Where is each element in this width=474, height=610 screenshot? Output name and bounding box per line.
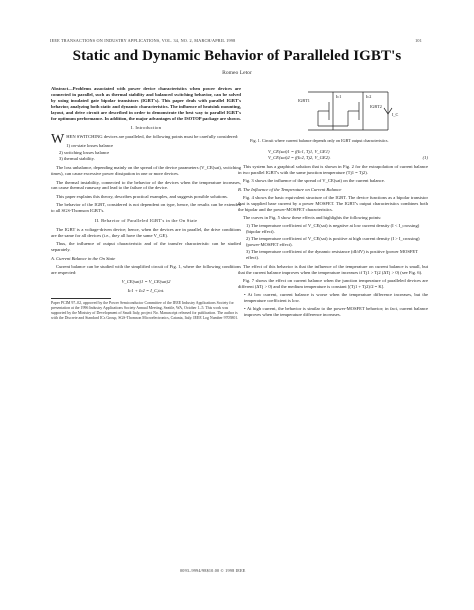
figure-label-ic: I_C bbox=[392, 112, 399, 117]
subsection-heading-a: A. Current Balance in the On State bbox=[51, 255, 116, 261]
list-item: 3) The temperature coefficient of the dynamic resistance (dI/dV) is positive (power MOSFET effect). bbox=[246, 249, 418, 260]
figure-label-ic2: Ic2 bbox=[366, 94, 372, 99]
temperature-list bbox=[238, 223, 428, 260]
section2-paragraph-3: Current balance can be studied with the simplified circuit of Fig. 1, where the following conditions are respected: bbox=[51, 263, 241, 275]
right-paragraph-4: The curves in Fig. 5 show these effects and highlights the following points: bbox=[243, 215, 382, 221]
circuit-figure bbox=[288, 86, 408, 136]
circuit-diagram bbox=[288, 86, 408, 136]
drop-cap: W bbox=[51, 132, 65, 148]
figure-label-ic1: Ic1 bbox=[336, 94, 342, 99]
figure-label-igbt2: IGBT2 bbox=[370, 104, 382, 109]
right-column bbox=[238, 86, 428, 320]
equation-b-row bbox=[238, 155, 428, 161]
copyright-line: 0093–9994/98$10.00 © 1998 IEEE bbox=[180, 568, 246, 573]
figure-label-igbt1: IGBT1 bbox=[298, 98, 310, 103]
bullet-item: • At high current, the behavior is similar to the power-MOSFET behavior; in fact, current balance improves when the temperature difference increases. bbox=[244, 306, 428, 317]
figure-caption: Fig. 1. Circuit where current balance depends only on IGBT output characteristics. bbox=[250, 138, 389, 143]
equation-number: (1) bbox=[422, 155, 428, 161]
subsection-heading-b: B. The Influence of the Temperature on Current Balance bbox=[238, 187, 342, 193]
equation-b: V_CE(sat)2 = f(Ic2, Tj2, V_GE2). bbox=[268, 155, 331, 161]
author-name: Romeo Letor bbox=[222, 70, 252, 76]
journal-header: IEEE TRANSACTIONS ON INDUSTRY APPLICATIONS, VOL. 34, NO. 2, MARCH/APRIL 1998 bbox=[50, 38, 236, 43]
bullet-list bbox=[238, 292, 428, 318]
paper-title: Static and Dynamic Behavior of Paralleled IGBT's bbox=[72, 48, 402, 64]
section2-paragraph-2: Thus, the influence of output characteristic and of the transfer characteristic can be studied separately. bbox=[51, 240, 241, 252]
footnote: Paper PCIM 97–02, approved by the Power Semiconductor Committee of the IEEE Industry Applications Society for presentation at the 1996 Industry Applications Society Annual Meeting, Seattle, WA, October 1–5. This work was supported by the Ministry of Development of Saudi Italy, project No. Manuscript released for publication. The author is with the Discrete and Standard ICs Group, SGS-Thomson Microelectronics, Catania, Italy. IEEE Log Number 9705801. bbox=[51, 301, 239, 320]
equation-2: Ic1 + Ic2 = I_C,tot. bbox=[127, 288, 165, 294]
running-header bbox=[50, 38, 422, 43]
list-item: 1) The temperature coefficient of V_CE(sat) is negative at low current density (I < I_crossing) (bipolar effect). bbox=[246, 223, 420, 235]
section2-paragraph-1: The IGBT is a voltage-driven device; hence, when the devices are in parallel, the drive conditions are the same for all devices (i.e., they all have the same V_GE). bbox=[51, 226, 241, 238]
right-paragraph-6: Fig. 7 shows the effect on current balance when the junction temperature of paralleled devices are different (ΔTj > 0) and the medium temperature is constant [(Tj1 + Tj2)/2 = K]. bbox=[238, 278, 428, 289]
bullet-item: • At low current, current balance is worse when the temperature difference increases, but the temperature coefficient is low. bbox=[244, 292, 428, 304]
intro-paragraph-5: The behavior of the IGBT, considered is not dependent on type, hence, the results can be extended to all SGS-Thomson IGBT's. bbox=[51, 202, 241, 213]
right-paragraph-5: The effect of this behavior is that the influence of the temperature on current balance is small, but that the current balance improves when the temperature increases if Tj1 > Tj2 (ΔTj > 0) (see Fig. 6). bbox=[238, 263, 428, 275]
section-heading-1: I. Introduction bbox=[130, 125, 162, 131]
right-paragraph-1: This system has a graphical solution that is shown in Fig. 2 for the extrapolation of current balance in two parallel IGBT's with the same junction temperature (Tj1 = Tj2). bbox=[238, 164, 428, 175]
section-heading-2: II. Behavior of Paralleled IGBT's in the On State bbox=[94, 217, 198, 223]
right-paragraph-2: Fig. 3 shows the influence of the spread of V_CE(sat) on the current balance. bbox=[243, 178, 385, 184]
intro-paragraph-1: WHEN SWITCHING devices are paralleled, the following points must be carefully considered: bbox=[51, 132, 239, 148]
list-item: 2) switching losses balance bbox=[59, 149, 110, 155]
list-item: 2) The temperature coefficient of V_CE(sat) is positive at high current density (I > I_crossing) (power-MOSFET effect). bbox=[246, 236, 420, 248]
equation-a: V_CE(sat)1 = f(Ic1, Tj1, V_GE1) bbox=[268, 149, 330, 155]
right-paragraph-3: Fig. 4 shows the basic equivalent structure of the IGBT. The device functions as a bipolar transistor that is supplied base current by a power MOSFET. The IGBT's output characteristics combines both the bipolar and the power-MOSFET characteristics. bbox=[238, 195, 428, 212]
left-column bbox=[51, 86, 241, 321]
list-item: 1) on-state losses balance bbox=[66, 142, 114, 148]
page-number: 101 bbox=[415, 38, 422, 43]
footnote-divider bbox=[51, 298, 111, 299]
intro-paragraph-4: This paper explains this theory, describes practical examples, and suggests possible solutions. bbox=[56, 193, 228, 199]
intro-paragraph-3: The thermal instability, connected to the behavior of the devices when the temperature increases, can cause thermal runaway and lead to the failure of the device. bbox=[51, 179, 241, 191]
abstract: Abstract—Problems associated with power device characteristics when power devices are connected in parallel, such as thermal stability and balanced switching behavior, can be solved by using insulated gate bipolar transistors (IGBT's). This paper deals with parallel IGBT's behavior, analyzing both static and dynamic characteristics. The influence of heatsink mounting, layout, and drive circuit are described in order to demonstrate the best way to parallel IGBT's for optimum performance. In addition, the major advantages of the ISOTOP package are shown. bbox=[51, 86, 241, 121]
intro-list bbox=[51, 143, 241, 163]
equation-1: V_CE(sat)1 = V_CE(sat)2 bbox=[121, 278, 171, 284]
list-item: 3) thermal stability. bbox=[59, 156, 95, 162]
intro-paragraph-2: The loss unbalance, depending mainly on the spread of the device parameters (V_CE(sat), switching times), can cause excessive power dissipation in one or more devices. bbox=[51, 165, 241, 177]
